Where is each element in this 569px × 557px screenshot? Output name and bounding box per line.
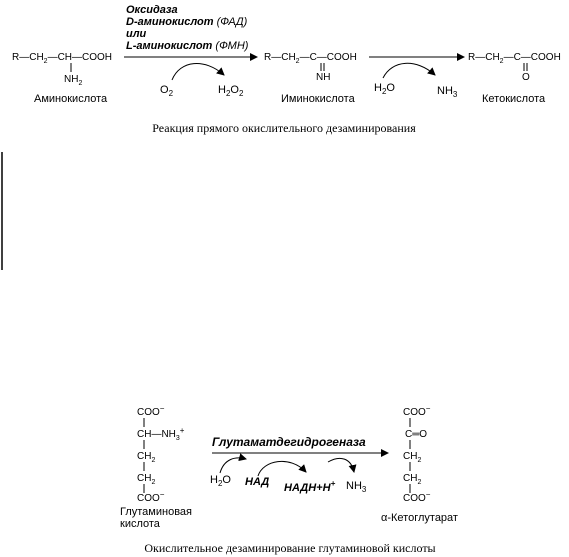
- amino-acid-structure: [12, 52, 112, 105]
- enzyme-d-line: D-аминокислот (ФАД): [126, 16, 248, 28]
- glutamate-coo-bottom: COO−: [137, 490, 165, 504]
- akg-coo-top: COO−: [403, 404, 431, 418]
- akg-label: α-Кетоглутарат: [381, 512, 458, 524]
- glutamate-ch2-b: $CH_2$: [137, 473, 156, 486]
- enzyme-name: Оксидаза: [126, 4, 178, 16]
- keto-acid-formula: $R—CH_2—C—COOH$: [468, 52, 561, 65]
- glutamate-coo-top: COO−: [137, 404, 165, 418]
- nh3-curve-arrow: [328, 458, 354, 472]
- reaction-1: [12, 4, 561, 135]
- nad-label: НАД: [245, 476, 270, 488]
- nad-curve-arrow: [258, 461, 306, 476]
- imino-group: NH: [316, 72, 331, 83]
- nadh-label: НАДН+Н+: [284, 479, 336, 494]
- glutamate-label-2: кислота: [120, 518, 160, 530]
- h2o-curve-arrow-2: [220, 458, 246, 473]
- reaction-2-caption: Окислительное дезаминирование глутаминовой кислоты: [144, 541, 436, 555]
- amino-acid-formula: $R—CH_2—CH—COOH$: [12, 52, 113, 65]
- gdh-enzyme-label: Глутаматдегидрогеназа: [212, 435, 366, 449]
- h2o-label-2: $H_2O$: [210, 474, 231, 488]
- amino-acid-label: Аминокислота: [34, 93, 108, 105]
- akg-carbonyl: C═O: [405, 429, 428, 440]
- imino-acid-formula: $R—CH_2—C—COOH$: [264, 52, 357, 65]
- glutamate-ch2-a: $CH_2$: [137, 451, 156, 464]
- glutamate-structure: [120, 404, 192, 530]
- imino-acid-label: Иминокислота: [281, 93, 355, 105]
- ketoglutarate-structure: [381, 404, 458, 524]
- enzyme-label-1: [126, 4, 249, 52]
- keto-acid-structure: [468, 52, 561, 105]
- h2o-curve-arrow: [383, 63, 435, 78]
- glutamate-label-1: Глутаминовая: [120, 506, 192, 518]
- akg-coo-bottom: COO−: [403, 490, 431, 504]
- enzyme-l-line: L-аминокислот (ФМН): [126, 40, 249, 52]
- imino-acid-structure: [264, 52, 357, 105]
- akg-ch2-b: $CH_2$: [403, 473, 422, 486]
- o2-curve-arrow: [172, 64, 224, 80]
- nh3-label-1: $NH_3$: [437, 85, 458, 99]
- h2o2-label: $H_2O_2$: [218, 84, 244, 98]
- nh3-label-2: $NH_3$: [346, 480, 367, 494]
- reaction-2: [120, 404, 458, 555]
- h2o-label-1: $H_2O$: [374, 82, 395, 96]
- keto-oxygen: O: [522, 72, 530, 83]
- enzyme-or: или: [126, 28, 147, 40]
- glutamate-ch-nh3: $CH—NH_3^+$: [137, 426, 185, 442]
- keto-acid-label: Кетокислота: [482, 93, 546, 105]
- akg-ch2-a: $CH_2$: [403, 451, 422, 464]
- reaction-1-caption: Реакция прямого окислительного дезаминирования: [152, 121, 416, 135]
- o2-label: $O_2$: [160, 84, 174, 98]
- amino-group: $NH_2$: [64, 74, 83, 87]
